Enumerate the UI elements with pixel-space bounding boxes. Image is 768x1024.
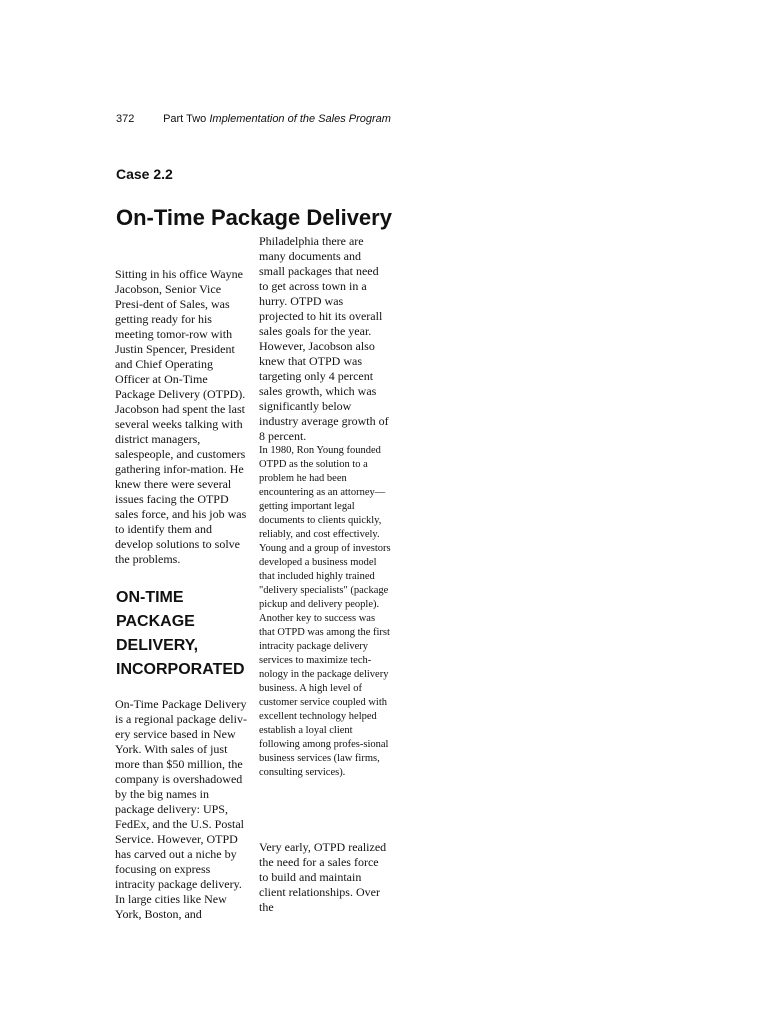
case-label: Case 2.2 xyxy=(116,166,173,182)
page-title: On-Time Package Delivery xyxy=(116,205,392,230)
part-label: Part Two xyxy=(163,113,207,125)
paragraph-intro xyxy=(115,267,249,567)
paragraph-history xyxy=(259,444,393,780)
running-head xyxy=(116,113,391,125)
paragraph-company xyxy=(115,697,249,922)
paragraph-philadelphia-text: Philadelphia there are many documents and small packages that need to get across town in a hurry. OTPD was projected to hit its overall sales goals for the year. However, Jacobson also knew that OTPD was targeting only 4 percent sales growth, which was significantly below industry average growth of 8 percent. xyxy=(259,234,389,443)
part-title: Implementation of the Sales Program xyxy=(209,113,391,125)
paragraph-early xyxy=(259,840,387,915)
paragraph-intro-text: Sitting in his office Wayne Jacobson, Senior Vice Presi-dent of Sales, was getting ready for his meeting tomor-row with Justin Spencer, President and Chief Operating Officer at On-Time Package Delivery (OTPD). Jacobson had spent the last several weeks talking with district managers, salespeople, and customers gathering infor-mation. He knew there were several issues facing the OTPD sales force, and his job was to identify them and develop solutions to solve the problems. xyxy=(115,267,247,566)
paragraph-company-text: On-Time Package Delivery is a regional package deliv-ery service based in New York. With sales of just more than $50 million, the company is overshadowed by the big names in package delivery: UPS, FedEx, and the U.S. Postal Service. However, OTPD has carved out a niche by focusing on express intracity package delivery. In large cities like New York, Boston, and xyxy=(115,697,247,921)
section-heading: ON-TIME PACKAGE DELIVERY, INCORPORATED xyxy=(116,589,245,678)
paragraph-history-text: In 1980, Ron Young founded OTPD as the solution to a problem he had been encountering as an attorney—getting important legal documents to clients quickly, reliably, and cost effectively. Young and a group of investors developed a business model that included highly trained "delivery specialists" (package pickup and delivery people). Another key to success was that OTPD was among the first intracity package delivery services to maximize tech-nology in the package delivery business. A high level of customer service coupled with excellent technology helped establish a loyal client following among profes-sional business services (law firms, consulting services). xyxy=(259,445,391,778)
page-number: 372 xyxy=(116,113,135,125)
paragraph-philadelphia xyxy=(259,234,389,444)
paragraph-early-text: Very early, OTPD realized the need for a sales force to build and maintain client relationships. Over the xyxy=(259,840,387,914)
